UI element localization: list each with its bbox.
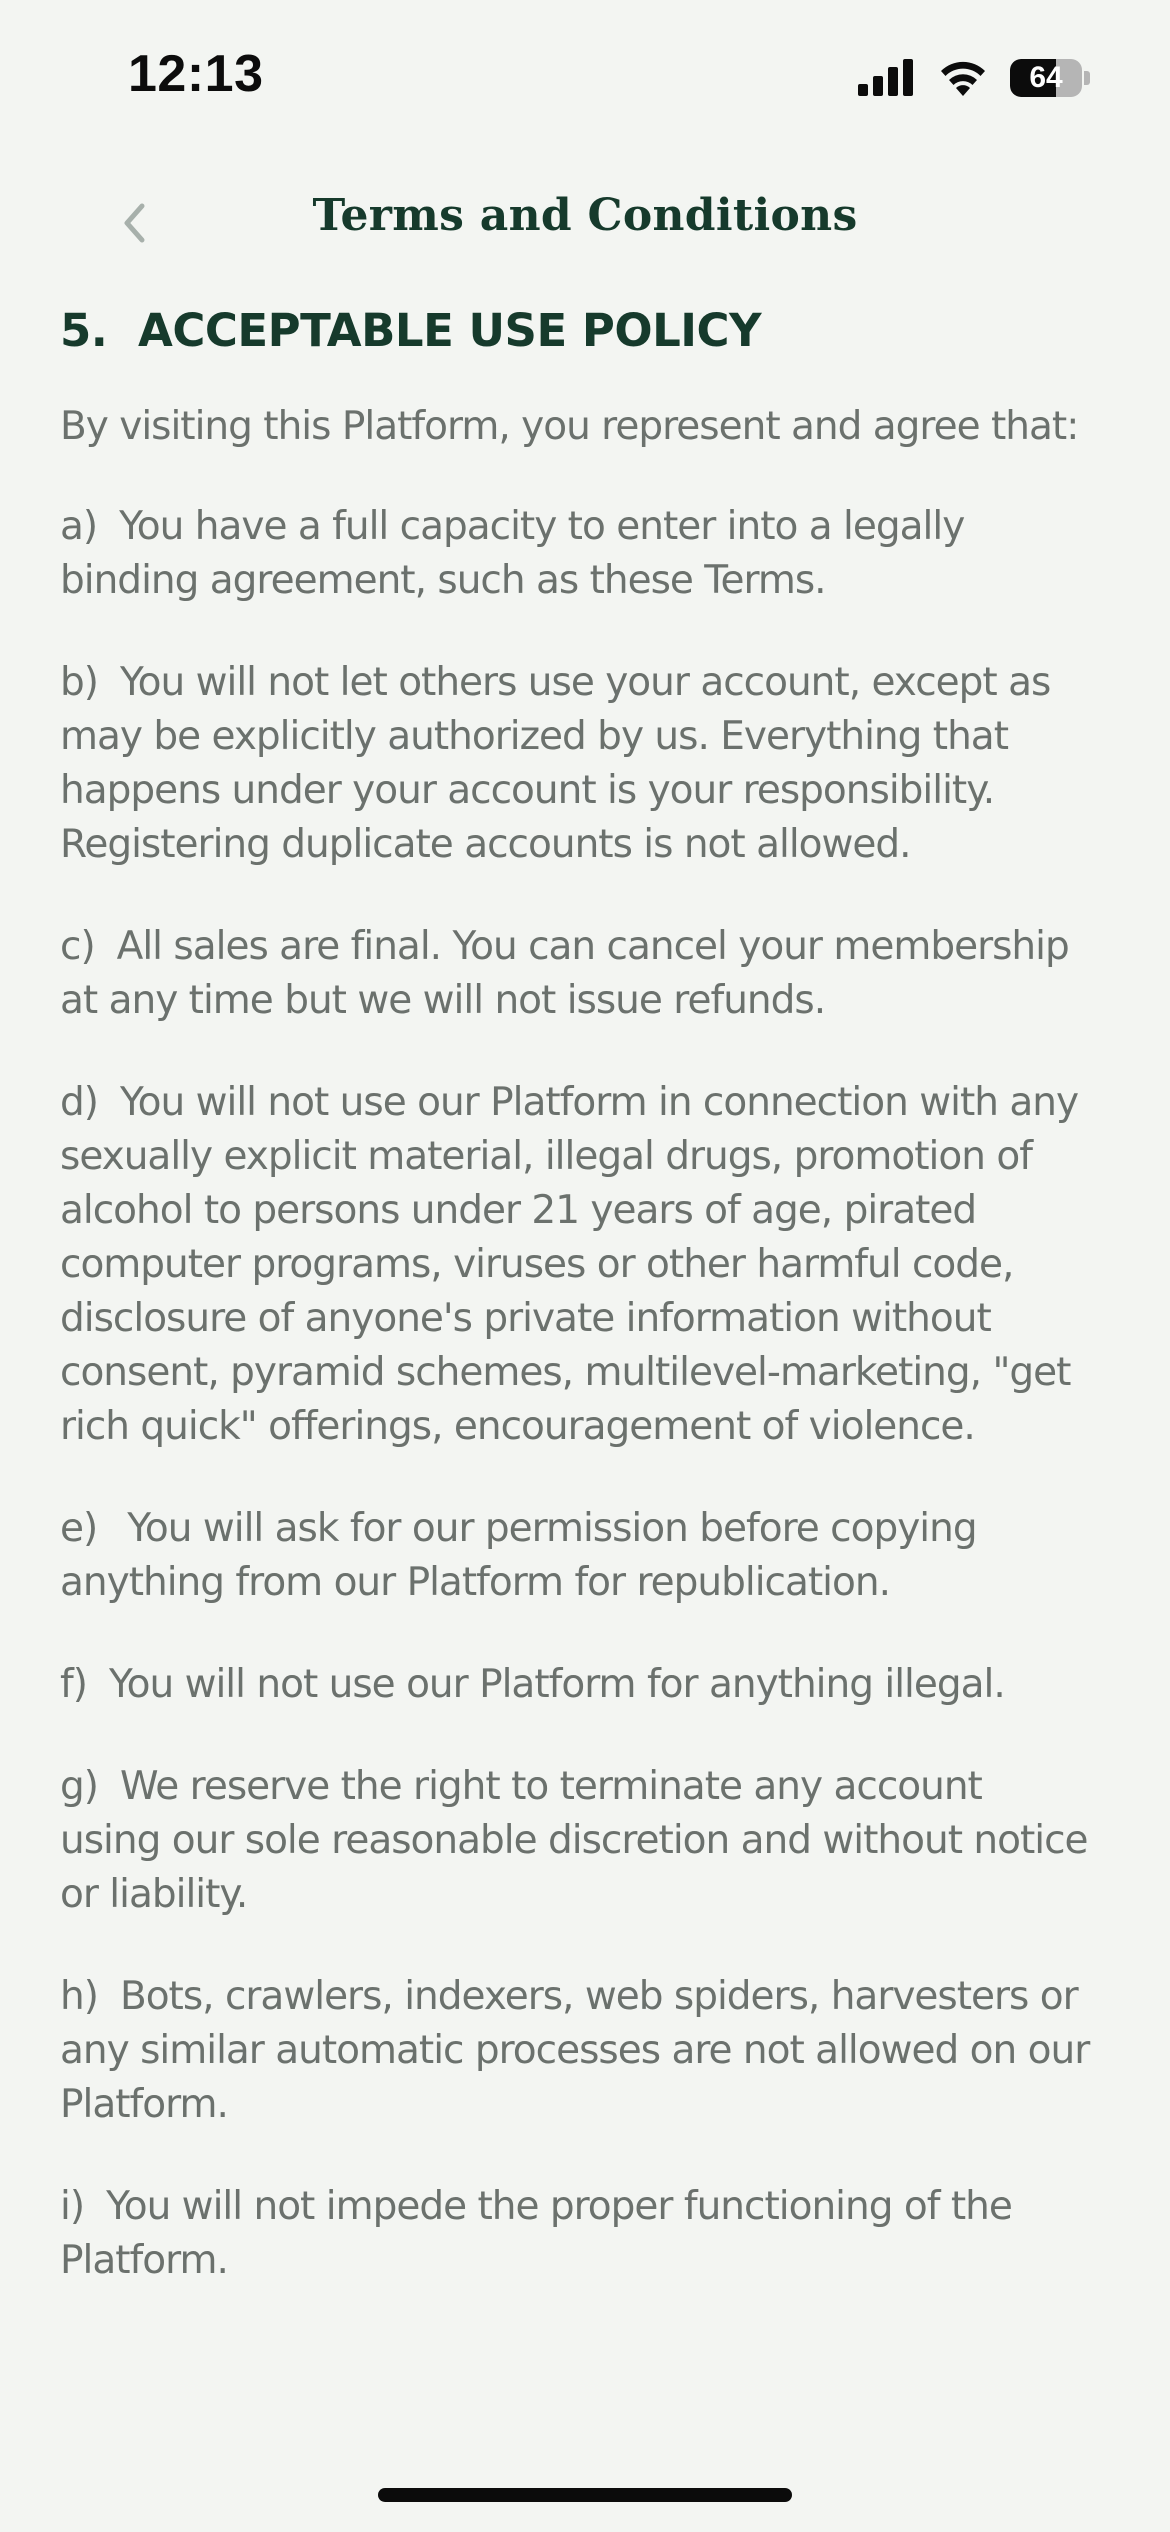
section-intro: By visiting this Platform, you represent and agree that:: [60, 404, 1079, 449]
list-item: [60, 1760, 1090, 1922]
list-item: [60, 1076, 1090, 1454]
list-item: [60, 656, 1090, 872]
terms-content: [60, 296, 1090, 2336]
list-item-text: You will not let others use your account, except as may be explicitly authorized by us. Everything that happens under your account is your responsibility. Registering duplicate accounts is not allowed.: [60, 660, 1051, 867]
list-item-label: b): [60, 660, 98, 705]
list-item-label: c): [60, 924, 95, 969]
home-indicator[interactable]: [378, 2488, 792, 2502]
list-item: [60, 1502, 1090, 1610]
list-item-label: i): [60, 2184, 85, 2229]
list-item-text: Bots, crawlers, indexers, web spiders, harvesters or any similar automatic processes are not allowed on our Platform.: [60, 1974, 1090, 2127]
cellular-signal-icon: [856, 58, 916, 98]
list-item-label: f): [60, 1662, 87, 1707]
list-item-text: All sales are final. You can cancel your membership at any time but we will not issue refunds.: [60, 924, 1069, 1023]
status-icons: [856, 56, 1090, 100]
section-title: ACCEPTABLE USE POLICY: [138, 304, 762, 357]
list-item-text: You will not use our Platform for anything illegal.: [108, 1662, 1005, 1707]
list-item: [60, 500, 1090, 608]
list-item-label: d): [60, 1080, 98, 1125]
list-item: [60, 1658, 1090, 1712]
nav-header: [0, 170, 1170, 270]
page-title: Terms and Conditions: [312, 190, 858, 241]
list-item-label: h): [60, 1974, 98, 2019]
list-item-label: g): [60, 1764, 98, 1809]
list-item: [60, 2180, 1090, 2288]
section-heading: [60, 296, 1090, 366]
battery-cap: [1084, 71, 1090, 85]
wifi-icon: [936, 58, 990, 98]
list-item-text: You will ask for our permission before copying anything from our Platform for republication.: [60, 1506, 977, 1605]
list-item-text: We reserve the right to terminate any account using our sole reasonable discretion and without notice or liability.: [60, 1764, 1088, 1917]
list-item-text: You will not use our Platform in connection with any sexually explicit material, illegal drugs, promotion of alcohol to persons under 21 years of age, pirated computer programs, viruses or other harmful code, disclosure of anyone's private information without consent, pyramid schemes, multilevel-marketing, "get rich quick" offerings, encouragement of violence.: [60, 1080, 1079, 1449]
list-item: [60, 920, 1090, 1028]
list-item-label: e): [60, 1506, 98, 1551]
list-item-text: You have a full capacity to enter into a legally binding agreement, such as these Terms.: [60, 504, 965, 603]
battery-percent: 64: [1029, 61, 1063, 94]
status-time: 12:13: [128, 45, 264, 103]
list-item-text: You will not impede the proper functioning of the Platform.: [60, 2184, 1012, 2283]
status-bar: [0, 0, 1170, 150]
battery-body: [1010, 59, 1082, 97]
section-number: 5.: [60, 304, 108, 357]
list-item: [60, 1970, 1090, 2132]
list-item-label: a): [60, 504, 98, 549]
battery-icon: [1010, 58, 1090, 98]
